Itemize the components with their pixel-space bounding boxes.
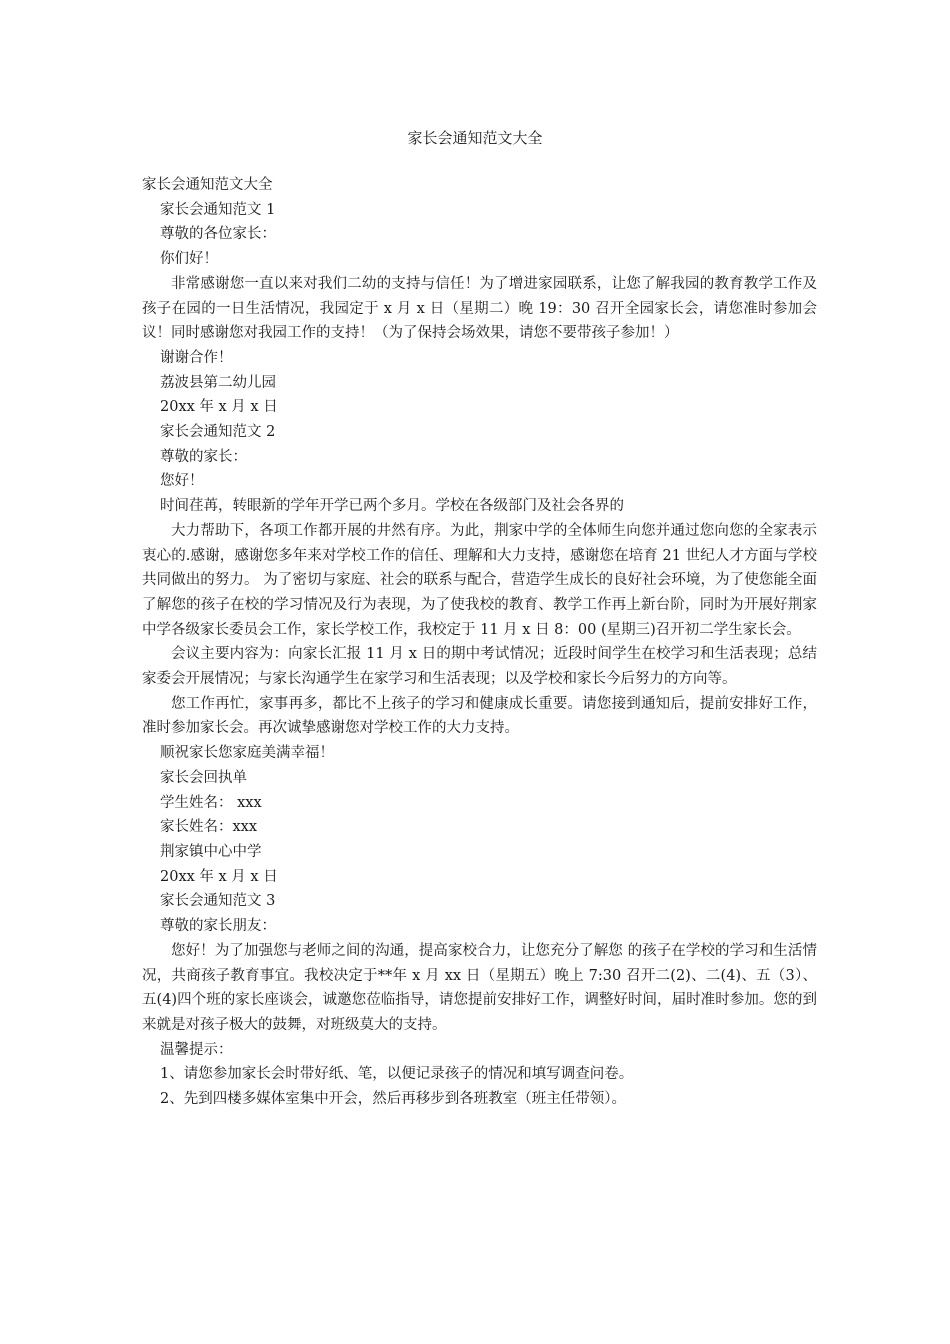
paragraph: 非常感谢您一直以来对我们二幼的支持与信任！为了增进家园联系，让您了解我园的教育教学工作及孩子在园的一日生活情况，我园定于 x 月 x 日（星期二）晚 19：30 召开全园家长会，请您准时参加会议！同时感谢您对我园工作的支持！（为了保持会场效果，请您不要带孩子参加！） [142,275,817,342]
text-line: 荆家镇中心中学 [160,843,262,860]
text-line: 荔波县第二幼儿园 [160,374,276,391]
text-line: 20xx 年 x 月 x 日 [160,868,278,885]
document-body [142,173,817,1112]
text-line: 家长会回执单 [160,769,247,786]
document-title: 家长会通知范文大全 [407,129,543,147]
text-line: 20xx 年 x 月 x 日 [160,399,278,416]
text-line: 时间荏苒，转眼新的学年开学已两个多月。学校在各级部门及社会各界的 [160,498,624,515]
text-line: 家长会通知范文大全 [142,177,273,193]
text-line: 顺祝家长您家庭美满幸福！ [160,745,334,762]
text-line: 您好！ [160,473,204,490]
text-line: 2、先到四楼多媒体室集中开会，然后再移步到各班教室（班主任带领）。 [160,1091,626,1108]
text-line: 尊敬的家长： [160,448,247,465]
text-line: 家长会通知范文 2 [160,424,276,441]
paragraph: 会议主要内容为：向家长汇报 11 月 x 日的期中考试情况；近段时间学生在校学习和生活表现；总结家委会开展情况；与家长沟通学生在家学习和生活表现；以及学校和家长今后努力的方向等。 [142,646,817,688]
paragraph: 您好！为了加强您与老师之间的沟通，提高家校合力，让您充分了解您 的孩子在学校的学习和生活情况，共商孩子教育事宜。我校决定于**年 x 月 xx 日（星期五）晚上 7:30 召开二(2)、二(4)、五（3）、五(4)四个班的家长座谈会，诚邀您莅临指导，请您提前安排好工作，调整好时间，届时准时参加。您的到来就是对孩子极大的鼓舞，对班级莫大的支持。 [142,942,817,1033]
text-line: 谢谢合作！ [160,349,233,366]
text-line: 家长姓名：xxx [160,819,258,836]
paragraph: 大力帮助下，各项工作都开展的井然有序。为此，荆家中学的全体师生向您并通过您向您的全家表示衷心的.感谢，感谢您多年来对学校工作的信任、理解和大力支持，感谢您在培育 21 世纪人才方面与学校共同做出的努力。 为了密切与家庭、社会的联系与配合，营造学生成长的良好社会环境，为了使您能全面了解您的孩子在校的学习情况及行为表现，为了使我校的教育、教学工作再上新台阶，同时为开展好荆家中学各级家长委员会工作，家长学校工作，我校定于 11 月 x 日 8：00 (星期三)召开初二学生家长会。 [142,522,817,638]
text-line: 你们好！ [160,251,218,268]
text-line: 家长会通知范文 1 [160,201,276,218]
text-line: 尊敬的家长朋友： [160,918,276,935]
text-line: 尊敬的各位家长： [160,226,276,243]
text-line: 学生姓名： xxx [160,794,262,811]
text-line: 1、请您参加家长会时带好纸、笔，以便记录孩子的情况和填写调查问卷。 [160,1066,634,1083]
text-line: 温馨提示： [160,1041,233,1058]
text-line: 家长会通知范文 3 [160,893,276,910]
paragraph: 您工作再忙，家事再多，都比不上孩子的学习和健康成长重要。请您接到通知后，提前安排好工作，准时参加家长会。再次诚挚感谢您对学校工作的大力支持。 [142,695,817,737]
